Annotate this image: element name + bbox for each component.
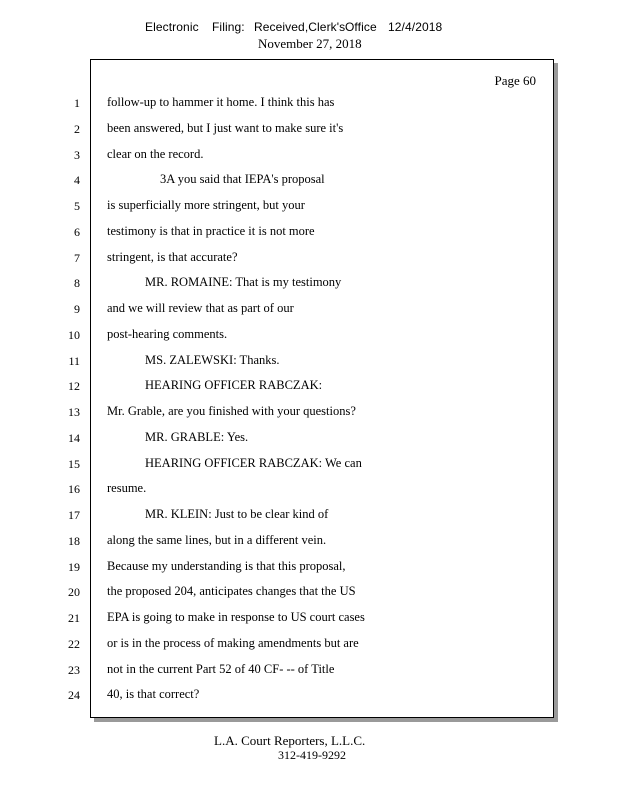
line-text: is superficially more stringent, but your [107, 198, 305, 212]
line-number: 3 [74, 147, 80, 162]
line-number: 2 [74, 121, 80, 136]
line-number: 20 [68, 585, 80, 600]
stamp-filing: Filing: [212, 20, 245, 34]
line-text: stringent, is that accurate? [107, 249, 238, 264]
line-text: Because my understanding is that this proposal, [107, 558, 346, 573]
line-text: Mr. Grable, are you finished with your questions? [107, 404, 356, 418]
line-number: 13 [68, 405, 80, 419]
transcript-date: November 27, 2018 [258, 36, 362, 51]
line-text: MR. GRABLE: Yes. [145, 429, 249, 444]
line-number: 14 [68, 430, 80, 445]
line-number: 15 [68, 456, 80, 471]
line-number: 16 [68, 482, 80, 497]
line-number: 18 [68, 533, 80, 548]
line-text: clear on the record. [107, 146, 204, 161]
line-number: 12 [68, 379, 80, 394]
line-text: post-hearing comments. [107, 326, 228, 341]
line-text: 3A you said that IEPA's proposal [160, 172, 325, 187]
line-number: 4 [74, 173, 80, 188]
line-number: 8 [74, 276, 80, 291]
line-number: 7 [74, 250, 80, 265]
line-number: 10 [68, 327, 80, 342]
stamp-electronic: Electronic [145, 20, 199, 34]
reporter-phone: 312-419-9292 [278, 748, 346, 762]
line-number: 19 [68, 559, 80, 574]
line-text: resume. [107, 481, 147, 496]
line-text: not in the current Part 52 of 40 CF- -- of Title [107, 661, 335, 676]
line-text: along the same lines, but in a different vein. [107, 532, 327, 547]
line-text: and we will review that as part of our [107, 301, 294, 315]
line-text: HEARING OFFICER RABCZAK: [145, 378, 323, 393]
line-number: 6 [74, 224, 80, 239]
line-text: testimony is that in practice it is not more [107, 223, 315, 238]
line-text: MR. ROMAINE: That is my testimony [145, 275, 342, 290]
line-number: 21 [68, 611, 80, 625]
line-text: or is in the process of making amendments but are [107, 635, 359, 650]
line-number: 17 [68, 508, 80, 522]
line-number: 11 [68, 353, 80, 368]
line-number: 9 [74, 302, 80, 316]
line-text: HEARING OFFICER RABCZAK: We can [145, 455, 362, 470]
line-text: MR. KLEIN: Just to be clear kind of [145, 507, 329, 521]
stamp-office: Office [345, 20, 377, 34]
line-text: EPA is going to make in response to US court cases [107, 610, 365, 624]
line-number: 1 [74, 96, 80, 110]
reporter-company: L.A. Court Reporters, L.L.C. [214, 733, 366, 748]
line-text: follow-up to hammer it home. I think this has [107, 95, 335, 109]
line-text: 40, is that correct? [107, 687, 200, 702]
line-text: the proposed 204, anticipates changes that the US [107, 584, 356, 599]
stamp-received-clerk: Received,Clerk's [254, 20, 346, 34]
line-text: been answered, but I just want to make sure it's [107, 120, 344, 135]
line-number: 23 [68, 662, 80, 677]
line-number: 5 [74, 199, 80, 213]
page-number: Page 60 [494, 73, 536, 88]
line-text: MS. ZALEWSKI: Thanks. [145, 352, 280, 367]
line-number: 24 [68, 688, 80, 703]
filing-stamp [145, 20, 442, 34]
line-number: 22 [68, 636, 80, 651]
stamp-date: 12/4/2018 [388, 20, 443, 34]
